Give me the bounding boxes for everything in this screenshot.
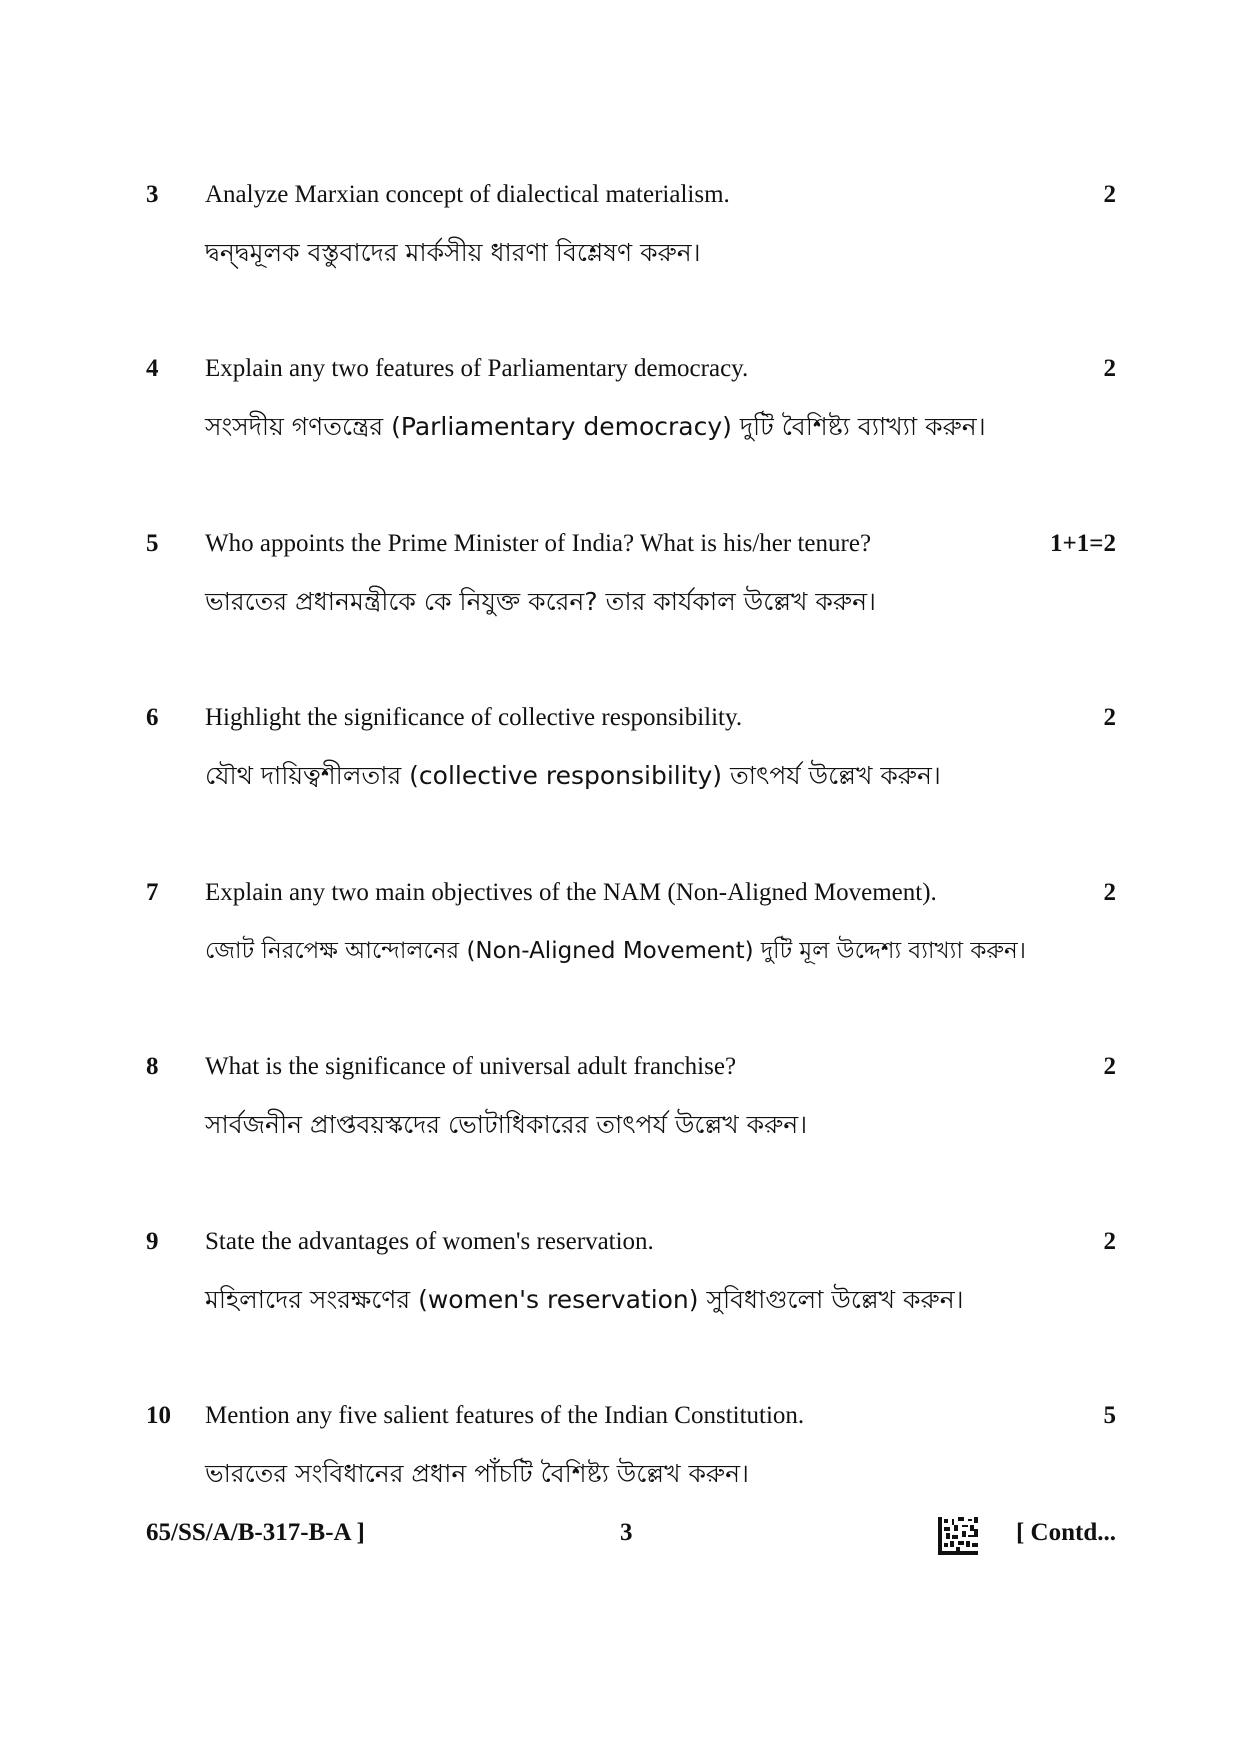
question-text-english: Highlight the significance of collective responsibility. [205,704,743,731]
question-marks: 2 [1103,181,1116,208]
question-number: 3 [146,181,159,208]
question-text-english: Explain any two features of Parliamentary democracy. [205,355,749,382]
question-marks: 2 [1103,355,1116,382]
question-text-bengali: সার্বজনীন প্রাপ্তবয়স্কদের ভোটাধিকারের তাৎপর্য উল্লেখ করুন। [205,1110,808,1139]
question-marks: 2 [1103,704,1116,731]
question-text-bengali: দ্বন্দ্বমূলক বস্তুবাদের মার্কসীয় ধারণা বিশ্লেষণ করুন। [205,238,701,267]
question-text-english: Analyze Marxian concept of dialectical materialism. [205,181,730,208]
question-text-bengali: মহিলাদের সংরক্ষণের (women's reservation) সুবিধাগুলো উল্লেখ করুন। [205,1285,964,1314]
question-text-english: State the advantages of women's reservation. [205,1228,654,1255]
question-text-bengali: জোট নিরপেক্ষ আন্দোলনের (Non-Aligned Movement) দুটি মূল উদ্দেশ্য ব্যাখ্যা করুন। [205,938,1027,964]
question-3 [0,178,1240,268]
question-text-bengali: যৌথ দায়িত্বশীলতার (collective responsibility) তাৎপর্য উল্লেখ করুন। [205,761,941,790]
question-number: 8 [146,1053,159,1080]
question-text-bengali: ভারতের সংবিধানের প্রধান পাঁচটি বৈশিষ্ট্য উল্লেখ করুন। [205,1459,749,1488]
question-10 [0,1399,1240,1489]
question-4 [0,352,1240,442]
question-text-english: What is the significance of universal adult franchise? [205,1053,737,1080]
question-number: 5 [146,530,159,557]
question-marks: 1+1=2 [1050,530,1116,557]
question-9 [0,1225,1240,1315]
question-marks: 2 [1103,1228,1116,1255]
question-text-english: Mention any five salient features of the Indian Constitution. [205,1402,805,1429]
page-footer [0,1516,1240,1556]
question-text-english: Explain any two main objectives of the NAM (Non-Aligned Movement). [205,879,937,906]
question-marks: 2 [1103,879,1116,906]
question-marks: 2 [1103,1053,1116,1080]
question-text-english: Who appoints the Prime Minister of India? What is his/her tenure? [205,530,872,557]
question-number: 4 [146,355,159,382]
question-number: 10 [146,1402,171,1429]
question-number: 6 [146,704,159,731]
question-5 [0,527,1240,617]
question-number: 9 [146,1228,159,1255]
question-7 [0,876,1240,966]
question-8 [0,1050,1240,1140]
page-number: 3 [620,1519,633,1546]
qr-code-icon [938,1517,978,1555]
question-marks: 5 [1103,1402,1116,1429]
question-text-bengali: ভারতের প্রধানমন্ত্রীকে কে নিযুক্ত করেন? তার কার্যকাল উল্লেখ করুন। [205,587,876,616]
paper-code: 65/SS/A/B-317-B-A ] [146,1519,365,1546]
question-number: 7 [146,879,159,906]
question-text-bengali: সংসদীয় গণতন্ত্রের (Parliamentary democracy) দুটি বৈশিষ্ট্য ব্যাখ্যা করুন। [205,412,986,441]
continued-label: [ Contd... [1015,1519,1116,1546]
question-6 [0,701,1240,791]
